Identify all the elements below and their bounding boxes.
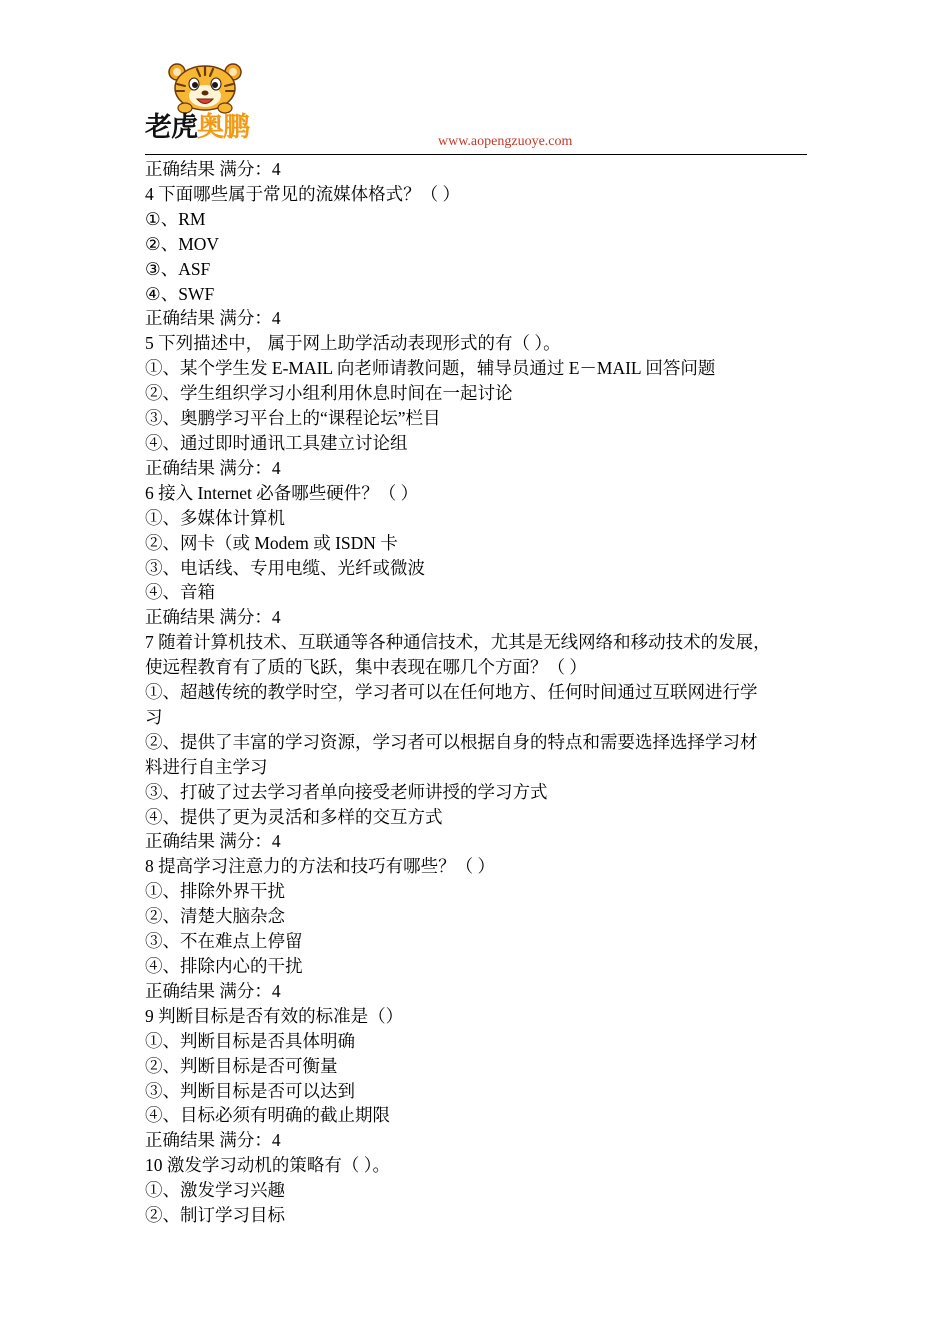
text-line: ①、RM — [145, 208, 206, 229]
text-line: 4 下面哪些属于常见的流媒体格式？（ ） — [145, 183, 460, 204]
text-line: ③、ASF — [145, 258, 211, 279]
site-url: www.aopengzuoye.com — [438, 134, 573, 149]
text-line: ④、通过即时通讯工具建立讨论组 — [145, 432, 408, 453]
text-line: ③、不在难点上停留 — [145, 931, 303, 952]
logo-wordmark: 老虎奥鹏 — [145, 112, 249, 143]
text-line: ④、音箱 — [145, 582, 215, 603]
text-line: 正确结果 满分：4 — [145, 980, 281, 1001]
text-line: 正确结果 满分：4 — [145, 607, 281, 628]
text-line: ②、提供了丰富的学习资源，学习者可以根据自身的特点和需要选择选择学习材 — [145, 731, 758, 752]
text-line: 10 激发学习动机的策略有（ ）。 — [145, 1155, 390, 1176]
text-line: 正确结果 满分：4 — [145, 159, 281, 179]
text-line: 7 随着计算机技术、互联通等各种通信技术，尤其是无线网络和移动技术的发展， — [145, 632, 771, 653]
text-line: ①、激发学习兴趣 — [145, 1180, 285, 1201]
text-line: 使远程教育有了质的飞跃，集中表现在哪几个方面？（ ） — [145, 657, 587, 678]
text-line: 料进行自主学习 — [145, 756, 268, 777]
text-line: ③、判断目标是否可以达到 — [145, 1080, 355, 1101]
text-line: ①、排除外界干扰 — [145, 881, 285, 902]
text-line: 8 提高学习注意力的方法和技巧有哪些？（ ） — [145, 856, 495, 877]
text-line: ①、超越传统的教学时空，学习者可以在任何地方、任何时间通过互联网进行学 — [145, 682, 758, 703]
text-line: ④、SWF — [145, 283, 215, 304]
tiger-logo — [145, 62, 270, 150]
question-content — [145, 157, 810, 1228]
text-line: ④、提供了更为灵活和多样的交互方式 — [145, 806, 443, 827]
text-line: ①、判断目标是否具体明确 — [145, 1030, 355, 1051]
text-line: ②、清楚大脑杂念 — [145, 906, 285, 927]
text-line: 正确结果 满分：4 — [145, 308, 281, 329]
text-line: ①、某个学生发 E-MAIL 向老师请教问题，辅导员通过 E－MAIL 回答问题 — [145, 358, 716, 379]
text-line: ①、多媒体计算机 — [145, 507, 285, 528]
page-header — [145, 62, 807, 155]
text-line: ②、制订学习目标 — [145, 1205, 285, 1226]
text-line: ②、判断目标是否可衡量 — [145, 1055, 338, 1076]
tiger-mascot-icon — [145, 62, 270, 118]
text-line: ④、目标必须有明确的截止期限 — [145, 1105, 390, 1126]
text-line: 正确结果 满分：4 — [145, 831, 281, 852]
text-line: ③、奥鹏学习平台上的“课程论坛”栏目 — [145, 408, 441, 429]
text-line: ④、排除内心的干扰 — [145, 956, 303, 976]
text-line: ③、打破了过去学习者单向接受老师讲授的学习方式 — [145, 781, 548, 802]
text-line: ②、学生组织学习小组利用休息时间在一起讨论 — [145, 383, 513, 404]
text-line: 习 — [145, 706, 163, 727]
text-line: ②、MOV — [145, 233, 220, 254]
text-line: 9 判断目标是否有效的标准是（） — [145, 1005, 404, 1026]
text-line: 5 下列描述中， 属于网上助学活动表现形式的有（ ）。 — [145, 333, 561, 354]
text-line: 正确结果 满分：4 — [145, 1130, 281, 1151]
text-line: ②、网卡（或 Modem 或 ISDN 卡 — [145, 532, 398, 553]
text-line: ③、电话线、专用电缆、光纤或微波 — [145, 557, 425, 578]
text-line: 6 接入 Internet 必备哪些硬件？（ ） — [145, 482, 419, 503]
text-line: 正确结果 满分：4 — [145, 457, 281, 478]
